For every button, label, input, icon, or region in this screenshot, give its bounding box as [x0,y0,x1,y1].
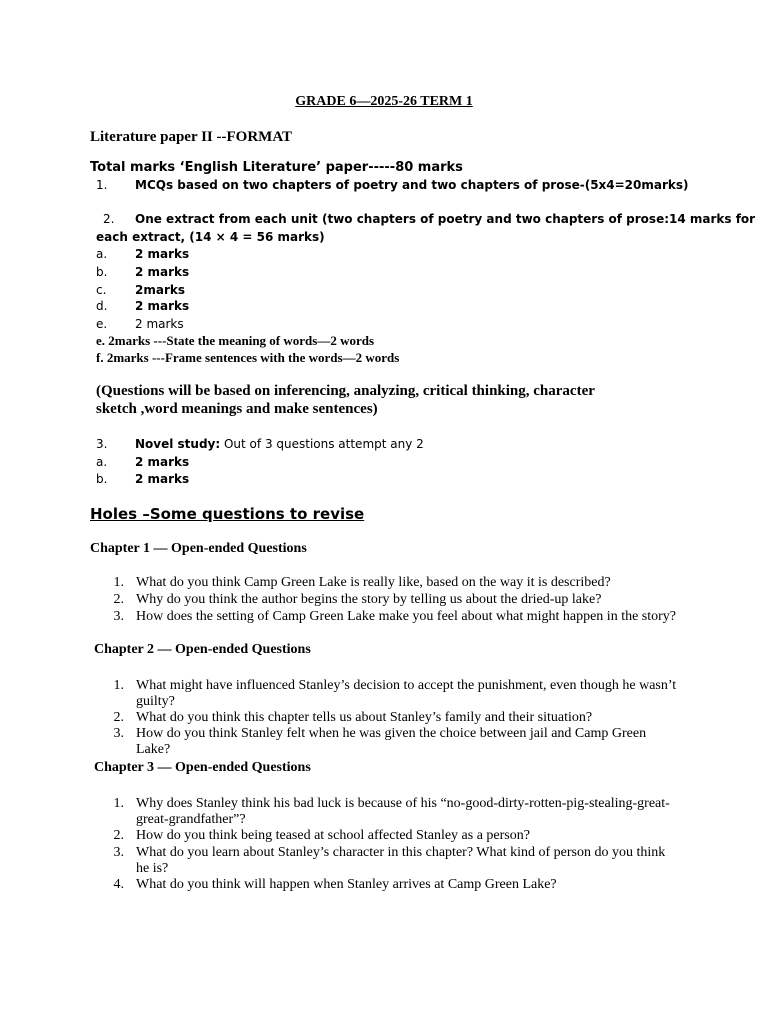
question-text: What do you think Camp Green Lake is really like, based on the way it is described? [136,575,611,590]
list-item [112,592,692,608]
note-line-2: sketch ,word meanings and make sentences) [96,401,378,417]
page-title: GRADE 6—2025-26 TERM 1 [295,94,473,109]
sub-item-text: 2 marks [135,472,190,486]
sub-item-letter: a. [96,455,108,469]
list-item [112,828,692,844]
list-item [112,796,692,828]
line-f: f. 2marks ---Frame sentences with the words—2 words [96,350,400,365]
item-text [135,437,424,451]
chapter-heading: Chapter 3 — Open-ended Questions [94,760,311,775]
list-item [112,877,692,893]
list-item [112,710,692,726]
sub-item-letter: b. [96,472,108,486]
sub-item-letter: e. [96,317,108,331]
list-item [112,678,692,710]
list-item [112,726,692,757]
list-number: 1. [113,575,124,590]
item-number: 1. [96,178,108,192]
total-marks-line: Total marks ‘English Literature’ paper-----80 marks [90,160,463,175]
sub-item-text: 2marks [135,283,185,297]
list-number: 3. [113,726,124,741]
question-text: What might have influenced Stanley’s decision to accept the punishment, even though he wasn’t guilty? [136,678,677,709]
paper-subtitle: Literature paper II --FORMAT [90,129,293,145]
item-number: 3. [96,437,108,451]
section-heading: Holes –Some questions to revise [90,505,365,523]
sub-item-text: 2 marks [135,317,184,331]
line-e: e. 2marks ---State the meaning of words—2 words [96,333,375,348]
item-text-continued: each extract, (14 × 4 = 56 marks) [96,230,325,244]
list-number: 3. [113,609,124,624]
question-text: How does the setting of Camp Green Lake make you feel about what might happen in the story? [136,609,677,624]
sub-item-letter: a. [96,247,108,261]
question-text: What do you think will happen when Stanley arrives at Camp Green Lake? [136,877,557,892]
list-number: 3. [113,845,124,860]
item-number: 2. [103,212,115,226]
question-text: What do you think this chapter tells us about Stanley’s family and their situation? [136,710,593,725]
question-text: Why does Stanley think his bad luck is because of his “no-good-dirty-rotten-pig-stealing-great-great-grandfather”? [136,796,670,827]
list-number: 1. [113,796,124,811]
question-text: How do you think Stanley felt when he was given the choice between jail and Camp Green Lake? [136,726,647,757]
list-item [112,575,692,591]
chapter-heading: Chapter 1 — Open-ended Questions [90,541,307,556]
sub-item-text: 2 marks [135,247,190,261]
sub-item-letter: b. [96,265,108,279]
chapter-heading: Chapter 2 — Open-ended Questions [94,642,311,657]
list-number: 2. [113,710,124,725]
list-item [112,845,692,877]
list-number: 1. [113,678,124,693]
list-number: 4. [113,877,124,892]
list-item [112,609,692,625]
item-text: MCQs based on two chapters of poetry and two chapters of prose-(5x4=20marks) [135,178,689,192]
sub-item-text: 2 marks [135,265,190,279]
question-text: What do you learn about Stanley’s character in this chapter? What kind of person do you think he is? [136,845,666,876]
sub-item-text: 2 marks [135,299,190,313]
sub-item-text: 2 marks [135,455,190,469]
note-line-1: (Questions will be based on inferencing, analyzing, critical thinking, character [96,383,595,399]
novel-study-text: Out of 3 questions attempt any 2 [220,437,424,451]
novel-study-label: Novel study: [135,437,221,451]
question-text: How do you think being teased at school affected Stanley as a person? [136,828,530,843]
question-text: Why do you think the author begins the story by telling us about the dried-up lake? [136,592,602,607]
sub-item-letter: d. [96,299,108,313]
item-text: One extract from each unit (two chapters of poetry and two chapters of prose:14 marks for [135,212,756,226]
list-number: 2. [113,592,124,607]
sub-item-letter: c. [96,283,107,297]
list-number: 2. [113,828,124,843]
